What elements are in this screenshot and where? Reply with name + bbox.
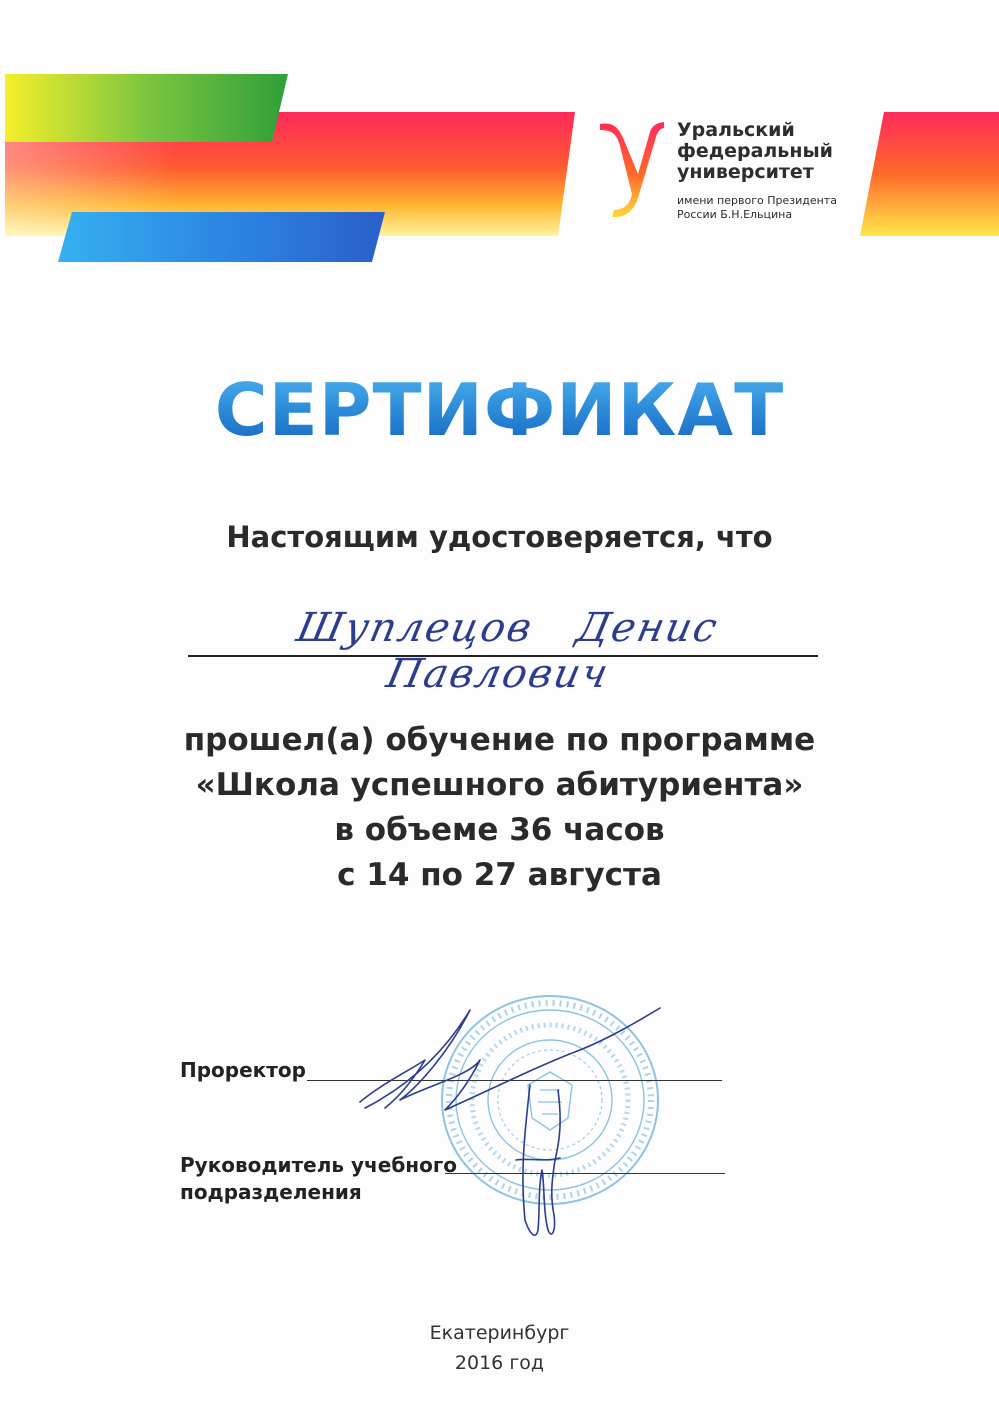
program-description <box>0 718 999 898</box>
recipient-name-handwritten: Шуплецов Денис Павлович <box>292 605 723 697</box>
university-name-line: университет <box>677 161 814 183</box>
stripe-green <box>5 74 288 142</box>
program-line-completed: прошел(а) обучение по программе <box>183 722 816 758</box>
prorector-signature <box>365 1008 660 1110</box>
certify-statement: Настоящим удостоверяется, что <box>226 520 773 554</box>
stripe-blue <box>58 212 385 262</box>
university-name <box>677 120 833 183</box>
footer-city: Екатеринбург <box>429 1322 570 1344</box>
handwritten-signatures-icon <box>340 990 680 1260</box>
university-logo-icon <box>598 118 668 226</box>
certificate-title: СЕРТИФИКАТ <box>0 368 999 452</box>
program-line-title: «Школа успешного абитуриента» <box>195 767 804 803</box>
decorative-stripes-banner <box>0 0 999 280</box>
university-subtitle-line: имени первого Президента <box>677 194 837 207</box>
footer-year: 2016 год <box>454 1352 545 1374</box>
program-line-dates: с 14 по 27 августа <box>337 857 662 893</box>
university-name-line: федеральный <box>677 140 833 162</box>
university-subtitle <box>677 194 837 222</box>
head-of-unit-label-line: подразделения <box>180 1180 362 1204</box>
recipient-name-underline <box>188 655 818 657</box>
stripe-right-gradient <box>860 112 999 236</box>
head-of-unit-label-line: Руководитель учебного <box>180 1153 458 1177</box>
program-line-hours: в объеме 36 часов <box>334 812 665 848</box>
footer <box>0 1318 999 1378</box>
university-subtitle-line: России Б.Н.Ельцина <box>677 208 793 221</box>
university-name-line: Уральский <box>677 119 795 141</box>
prorector-label: Проректор <box>180 1058 306 1082</box>
